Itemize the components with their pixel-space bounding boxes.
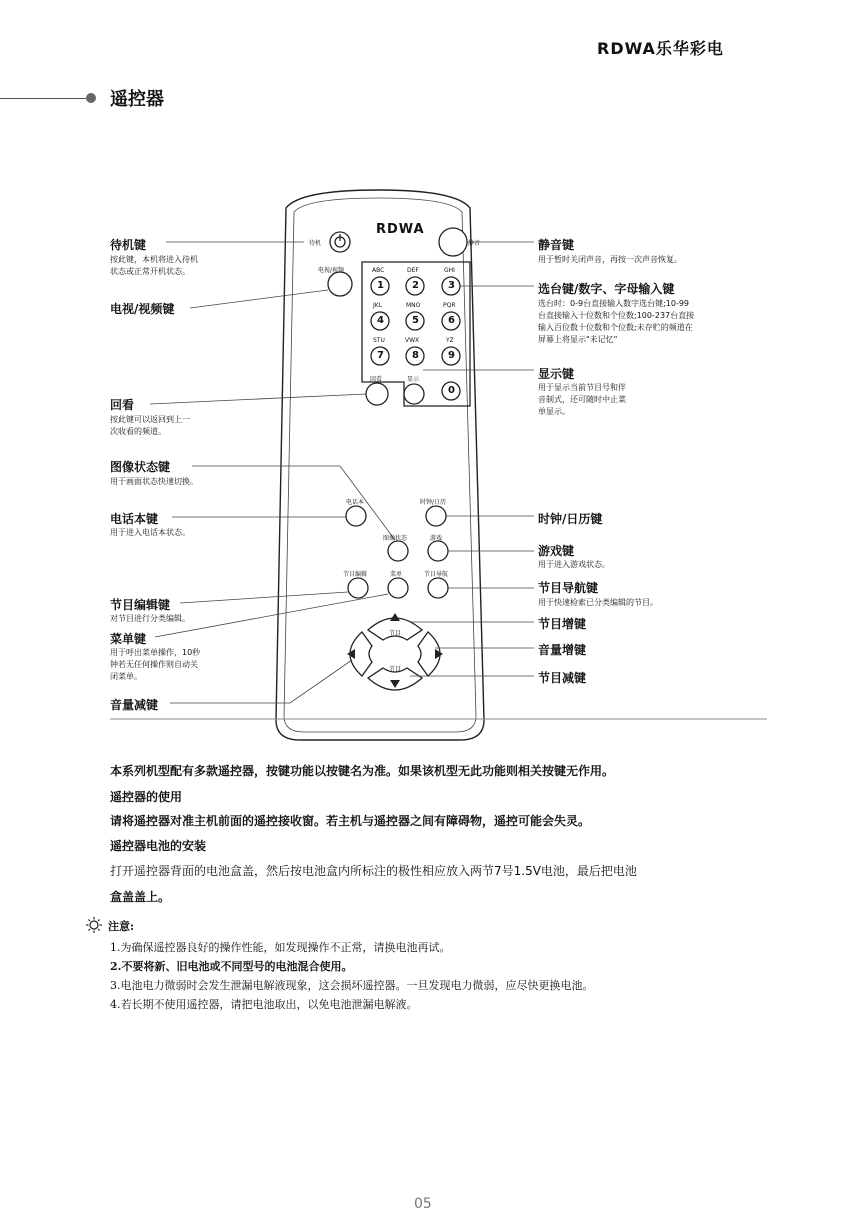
callout-phonebook-title: 电话本键 [110,512,159,526]
notes-title: 注意: [108,920,135,933]
callout-standby-title: 待机键 [110,238,147,252]
callout-vol-down-title: 音量减键 [110,698,159,712]
standby-key-label: 待机 [309,240,322,247]
picture-button [388,541,408,561]
callout-display-title: 显示键 [538,367,575,381]
callout-menu-title: 菜单键 [110,632,147,646]
callout-standby-desc: 按此键，本机将进入待机 状态或正常开机状态。 [110,255,198,276]
game-key-label: 游戏 [430,535,443,542]
callout-edit-desc: 对节目进行分类编辑。 [110,614,190,623]
lightbulb-icon [86,917,102,933]
digit-3: 3 [448,280,455,291]
callout-tv-av-title: 电视/视频键 [110,302,175,316]
ch-up-key-label: 节目 [389,630,402,637]
callout-game-desc: 用于进入游戏状态。 [538,560,610,569]
tv-av-key-label: 电视/视频 [318,267,345,274]
game-button [428,541,448,561]
tv-av-button [328,272,352,296]
callout-picture-desc: 用于画面状态快速切换。 [110,477,198,486]
digit-4: 4 [377,315,384,326]
digit-9: 9 [448,350,455,361]
callout-display-desc: 用于显示当前节目号和伴 音制式，还可随时中止菜 单显示。 [538,383,626,416]
ch-down-key-label: 节目 [389,666,402,673]
battery-text-line1: 打开遥控器背面的电池盒盖，然后按电池盒内所标注的极性相应放入两节7号1.5V电池，最后把电池 [110,864,637,878]
letters-stu: STU [373,337,385,344]
letters-mno: MNO [406,302,421,309]
page-number: 05 [414,1196,432,1212]
section-title: 遥控器 [110,89,164,110]
letters-def: DEF [407,267,419,274]
clock-key-label: 时钟/日历 [420,499,447,506]
callout-mute-desc: 用于暂时关闭声音，再按一次声音恢复。 [538,255,682,264]
remote-logo: RDWA [376,222,425,237]
callout-digits-title: 选台键/数字、字母输入键 [538,282,675,296]
clock-button [426,506,446,526]
note-item-1: 1.为确保遥控器良好的操作性能，如发现操作不正常，请换电池再试。 [110,941,451,954]
up-arrow-icon [390,613,400,621]
digit-5: 5 [412,315,419,326]
callout-vol-up-title: 音量增键 [538,643,587,657]
mute-button [439,228,467,256]
guide-button [428,578,448,598]
callout-recall-desc: 按此键可以返回到上一 次收看的频道。 [110,415,190,436]
callout-phonebook-desc: 用于进入电话本状态。 [110,528,190,537]
edit-key-label: 节目编辑 [343,571,368,578]
callout-edit-title: 节目编辑键 [110,598,171,612]
letters-vwx: VWX [405,337,420,344]
callout-menu-desc: 用于呼出菜单操作，10秒 钟若无任何操作则自动关 闭菜单。 [110,648,201,681]
display-button [404,384,424,404]
battery-text-line2: 盒盖盖上。 [110,890,171,904]
use-heading: 遥控器的使用 [110,790,183,804]
battery-heading: 遥控器电池的安装 [110,839,207,853]
menu-button [388,578,408,598]
mute-key-label: 静音 [468,240,481,247]
callout-guide-title: 节目导航键 [538,581,599,595]
letters-jkl: JKL [373,302,383,309]
note-item-2: 2.不要将新、旧电池或不同型号的电池混合使用。 [110,960,353,973]
digit-8: 8 [412,350,419,361]
intro-text: 本系列机型配有多款遥控器，按键功能以按键名为准。如果该机型无此功能则相关按键无作用。 [110,764,615,778]
use-text: 请将遥控器对准主机前面的遥控接收窗。若主机与遥控器之间有障碍物，遥控可能会失灵。 [110,814,591,828]
callout-ch-up-title: 节目增键 [538,617,587,631]
digit-0: 0 [448,385,455,396]
callout-mute-title: 静音键 [538,238,575,252]
letters-abc: ABC [372,267,385,274]
digit-7: 7 [377,350,384,361]
edit-button [348,578,368,598]
recall-button [366,383,388,405]
callout-recall-title: 回看 [110,398,135,412]
recall-key-label: 回看 [370,376,383,383]
digit-6: 6 [448,315,455,326]
note-item-4: 4.若长期不使用遥控器，请把电池取出，以免电池泄漏电解液。 [110,998,418,1011]
letters-ghi: GHI [444,267,455,274]
brand-logo: RDWA乐华彩电 [597,39,724,58]
note-item-3: 3.电池电力微弱时会发生泄漏电解液现象，这会损坏遥控器。一旦发现电力微弱，应尽快更换电池。 [110,979,594,992]
guide-key-label: 节目导航 [424,571,449,578]
picture-key-label: 图像状态 [383,535,408,542]
callout-ch-down-title: 节目减键 [538,671,587,685]
menu-key-label: 菜单 [390,571,403,578]
phonebook-button [346,506,366,526]
callout-clock-title: 时钟/日历键 [538,512,603,526]
digit-2: 2 [412,280,419,291]
display-key-label: 显示 [407,376,420,383]
callout-picture-title: 图像状态键 [110,460,171,474]
letters-pqr: PQR [443,302,456,309]
digit-1: 1 [377,280,384,291]
callout-game-title: 游戏键 [538,544,575,558]
phonebook-key-label: 电话本 [346,499,365,506]
callout-digits-desc: 选台时：0-9台直接输入数字选台键;10-99 台直接输入十位数和个位数;100-237台直接 输入百位数十位数和个位数;未存贮的频道在 屏幕上将显示"未记忆" [538,299,695,344]
callout-guide-desc: 用于快速检索已分类编辑的节目。 [538,598,658,607]
letters-yz: YZ [446,337,454,344]
